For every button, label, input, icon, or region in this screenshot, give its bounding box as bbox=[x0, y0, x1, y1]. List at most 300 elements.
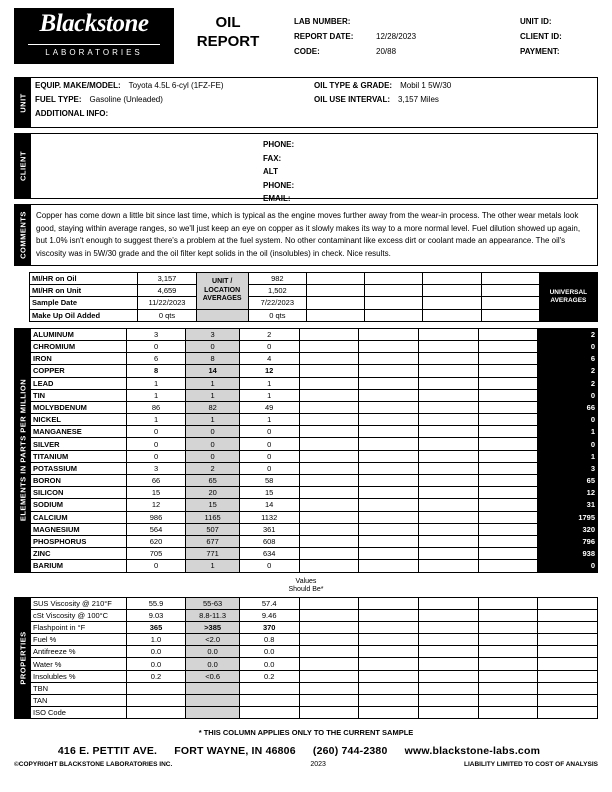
element-unit-avg-17: 677 bbox=[186, 535, 240, 547]
property-name-9: ISO Code bbox=[31, 707, 127, 719]
property-prev4-8 bbox=[418, 695, 478, 707]
element-current-15: 986 bbox=[126, 511, 186, 523]
property-prev1-4: 0.0 bbox=[239, 646, 299, 658]
property-should-be-7 bbox=[186, 682, 240, 694]
sample-row-c2-2: 7/22/2023 bbox=[248, 297, 306, 309]
elements-grid-holder bbox=[30, 328, 598, 573]
property-prev3-2 bbox=[359, 621, 419, 633]
properties-section-label: PROPERTIES bbox=[18, 631, 27, 685]
sample-row-c3-1 bbox=[306, 285, 364, 297]
element-prev5-1 bbox=[478, 340, 538, 352]
element-prev1-4: 1 bbox=[239, 377, 299, 389]
element-prev4-10 bbox=[418, 450, 478, 462]
element-universal-avg-7: 0 bbox=[538, 414, 598, 426]
element-unit-avg-2: 8 bbox=[186, 353, 240, 365]
sample-row-c6-3 bbox=[481, 309, 539, 321]
property-should-be-3: <2.0 bbox=[186, 634, 240, 646]
property-name-6: Insolubles % bbox=[31, 670, 127, 682]
property-blank-1 bbox=[538, 609, 598, 621]
oil-type-row bbox=[314, 81, 593, 95]
client-id-value bbox=[586, 27, 598, 42]
element-prev3-6 bbox=[359, 401, 419, 413]
element-prev4-17 bbox=[418, 535, 478, 547]
element-unit-avg-12: 65 bbox=[186, 475, 240, 487]
sample-row-c4-1 bbox=[365, 285, 423, 297]
property-blank-7 bbox=[538, 682, 598, 694]
table-row bbox=[30, 273, 598, 285]
element-prev4-1 bbox=[418, 340, 478, 352]
property-prev4-9 bbox=[418, 707, 478, 719]
element-prev5-8 bbox=[478, 426, 538, 438]
elements-table bbox=[30, 328, 598, 573]
element-prev3-4 bbox=[359, 377, 419, 389]
sample-row-avg-3 bbox=[196, 309, 248, 321]
table-row bbox=[31, 707, 598, 719]
copyright-year: 2023 bbox=[310, 761, 326, 769]
element-prev4-19 bbox=[418, 560, 478, 572]
element-name-0: ALUMINUM bbox=[31, 328, 127, 340]
sample-row-c1-1: 4,659 bbox=[138, 285, 196, 297]
element-prev4-6 bbox=[418, 401, 478, 413]
sample-row-c6-2 bbox=[481, 297, 539, 309]
element-prev5-11 bbox=[478, 462, 538, 474]
element-name-15: CALCIUM bbox=[31, 511, 127, 523]
elements-section-label: ELEMENTS IN PARTS PER MILLION bbox=[18, 378, 27, 522]
oil-use-row bbox=[314, 95, 593, 109]
brand-name: Blackstone bbox=[39, 10, 149, 37]
comments-section-label-bar bbox=[15, 205, 31, 265]
element-prev2-17 bbox=[299, 535, 359, 547]
table-row bbox=[31, 340, 598, 352]
element-universal-avg-13: 12 bbox=[538, 487, 598, 499]
property-current-6: 0.2 bbox=[126, 670, 186, 682]
table-row bbox=[31, 682, 598, 694]
element-universal-avg-9: 0 bbox=[538, 438, 598, 450]
element-prev5-4 bbox=[478, 377, 538, 389]
element-prev3-18 bbox=[359, 548, 419, 560]
table-row bbox=[31, 462, 598, 474]
unit-section-label: UNIT bbox=[18, 92, 27, 113]
property-prev4-0 bbox=[418, 597, 478, 609]
element-current-11: 3 bbox=[126, 462, 186, 474]
element-prev1-8: 0 bbox=[239, 426, 299, 438]
property-prev2-3 bbox=[299, 634, 359, 646]
property-prev3-4 bbox=[359, 646, 419, 658]
payment-value bbox=[586, 42, 598, 57]
element-prev5-9 bbox=[478, 438, 538, 450]
element-prev2-12 bbox=[299, 475, 359, 487]
element-prev3-5 bbox=[359, 389, 419, 401]
element-universal-avg-8: 1 bbox=[538, 426, 598, 438]
element-name-10: TITANIUM bbox=[31, 450, 127, 462]
element-prev1-1: 0 bbox=[239, 340, 299, 352]
comments-text: Copper has come down a little bit since last time, which is typical as the engine moves further away from the wear-in process. The other wear metals look good, staying within average ranges, so we'll just keep an eye on copper as it slowly makes its way to a more normal level. Fuel dilution showed up again, but 1.0% isn't enough to suggest there's a problem at the fuel system. No other contaminant like excess dirt or coolant made an appearance. The oil's viscosity was in 5W/30 grade and the oil filter kept solids in the oil (insolubles) in check. Nice results. bbox=[36, 211, 581, 258]
table-row bbox=[31, 401, 598, 413]
property-name-5: Water % bbox=[31, 658, 127, 670]
element-unit-avg-10: 0 bbox=[186, 450, 240, 462]
element-prev2-5 bbox=[299, 389, 359, 401]
address-line2: FORT WAYNE, IN 46806 bbox=[174, 745, 296, 758]
element-unit-avg-16: 507 bbox=[186, 523, 240, 535]
sample-row-c2-0: 982 bbox=[248, 273, 306, 285]
property-current-0: 55.9 bbox=[126, 597, 186, 609]
sample-row-c3-3 bbox=[306, 309, 364, 321]
comments-section bbox=[14, 204, 598, 266]
property-should-be-9 bbox=[186, 707, 240, 719]
fuel-type-value: Gasoline (Unleaded) bbox=[89, 95, 163, 104]
logo-divider bbox=[28, 44, 160, 45]
property-should-be-1: 8.8-11.3 bbox=[186, 609, 240, 621]
unit-section-label-bar bbox=[15, 78, 31, 127]
element-prev5-16 bbox=[478, 523, 538, 535]
property-blank-9 bbox=[538, 707, 598, 719]
property-current-1: 9.03 bbox=[126, 609, 186, 621]
report-header bbox=[14, 8, 598, 72]
element-current-2: 6 bbox=[126, 353, 186, 365]
property-prev2-8 bbox=[299, 695, 359, 707]
element-prev1-7: 1 bbox=[239, 414, 299, 426]
element-universal-avg-18: 938 bbox=[538, 548, 598, 560]
table-row bbox=[31, 389, 598, 401]
element-prev3-19 bbox=[359, 560, 419, 572]
property-blank-6 bbox=[538, 670, 598, 682]
property-prev5-2 bbox=[478, 621, 538, 633]
element-prev1-9: 0 bbox=[239, 438, 299, 450]
property-prev4-7 bbox=[418, 682, 478, 694]
legal-line bbox=[14, 761, 598, 768]
property-prev1-3: 0.8 bbox=[239, 634, 299, 646]
property-prev1-2: 370 bbox=[239, 621, 299, 633]
element-unit-avg-3: 14 bbox=[186, 365, 240, 377]
property-prev3-6 bbox=[359, 670, 419, 682]
lab-number-label: LAB NUMBER: bbox=[294, 17, 351, 26]
property-prev2-0 bbox=[299, 597, 359, 609]
element-prev4-16 bbox=[418, 523, 478, 535]
property-prev5-4 bbox=[478, 646, 538, 658]
element-name-17: PHOSPHORUS bbox=[31, 535, 127, 547]
element-unit-avg-11: 2 bbox=[186, 462, 240, 474]
sample-row-c6-0 bbox=[481, 273, 539, 285]
sample-info-wrap bbox=[14, 272, 598, 322]
table-row bbox=[31, 548, 598, 560]
client-section-label-bar bbox=[15, 134, 31, 198]
universal-averages-header: UNIVERSAL AVERAGES bbox=[539, 273, 597, 322]
element-prev2-16 bbox=[299, 523, 359, 535]
element-unit-avg-8: 0 bbox=[186, 426, 240, 438]
element-prev3-12 bbox=[359, 475, 419, 487]
fuel-type-label: FUEL TYPE: bbox=[35, 95, 82, 104]
table-row bbox=[31, 426, 598, 438]
element-prev5-5 bbox=[478, 389, 538, 401]
property-prev5-7 bbox=[478, 682, 538, 694]
element-prev3-2 bbox=[359, 353, 419, 365]
element-current-14: 12 bbox=[126, 499, 186, 511]
element-prev1-14: 14 bbox=[239, 499, 299, 511]
property-prev3-9 bbox=[359, 707, 419, 719]
element-prev1-19: 0 bbox=[239, 560, 299, 572]
property-name-7: TBN bbox=[31, 682, 127, 694]
element-current-19: 0 bbox=[126, 560, 186, 572]
element-unit-avg-6: 82 bbox=[186, 401, 240, 413]
element-name-4: LEAD bbox=[31, 377, 127, 389]
property-should-be-0: 55-63 bbox=[186, 597, 240, 609]
unit-id-label: UNIT ID: bbox=[520, 17, 552, 26]
property-blank-0 bbox=[538, 597, 598, 609]
element-universal-avg-11: 3 bbox=[538, 462, 598, 474]
element-prev1-11: 0 bbox=[239, 462, 299, 474]
element-prev4-8 bbox=[418, 426, 478, 438]
element-universal-avg-0: 2 bbox=[538, 328, 598, 340]
element-prev3-10 bbox=[359, 450, 419, 462]
element-prev1-16: 361 bbox=[239, 523, 299, 535]
element-prev3-3 bbox=[359, 365, 419, 377]
report-date-label: REPORT DATE: bbox=[294, 32, 354, 41]
table-row bbox=[31, 621, 598, 633]
property-should-be-4: 0.0 bbox=[186, 646, 240, 658]
sample-row-c5-0 bbox=[423, 273, 481, 285]
property-prev1-0: 57.4 bbox=[239, 597, 299, 609]
element-universal-avg-12: 65 bbox=[538, 475, 598, 487]
element-current-7: 1 bbox=[126, 414, 186, 426]
page-title-line2: REPORT bbox=[196, 32, 260, 50]
property-blank-8 bbox=[538, 695, 598, 707]
lab-number-value bbox=[374, 12, 506, 27]
sample-row-c5-2 bbox=[423, 297, 481, 309]
element-prev5-15 bbox=[478, 511, 538, 523]
element-prev2-11 bbox=[299, 462, 359, 474]
property-prev3-7 bbox=[359, 682, 419, 694]
property-should-be-2: >385 bbox=[186, 621, 240, 633]
element-prev2-1 bbox=[299, 340, 359, 352]
element-name-9: SILVER bbox=[31, 438, 127, 450]
element-prev1-6: 49 bbox=[239, 401, 299, 413]
element-unit-avg-7: 1 bbox=[186, 414, 240, 426]
property-current-2: 365 bbox=[126, 621, 186, 633]
table-row bbox=[31, 523, 598, 535]
payment-label: PAYMENT: bbox=[520, 47, 560, 56]
element-prev5-7 bbox=[478, 414, 538, 426]
property-prev5-1 bbox=[478, 609, 538, 621]
table-row bbox=[31, 438, 598, 450]
element-prev2-4 bbox=[299, 377, 359, 389]
table-row bbox=[31, 377, 598, 389]
element-current-12: 66 bbox=[126, 475, 186, 487]
element-universal-avg-17: 796 bbox=[538, 535, 598, 547]
client-contact-fields bbox=[263, 138, 294, 206]
element-prev3-9 bbox=[359, 438, 419, 450]
table-row bbox=[31, 487, 598, 499]
element-prev2-8 bbox=[299, 426, 359, 438]
table-row bbox=[31, 609, 598, 621]
element-current-3: 8 bbox=[126, 365, 186, 377]
element-prev3-17 bbox=[359, 535, 419, 547]
liability-text: LIABILITY LIMITED TO COST OF ANALYSIS bbox=[464, 761, 598, 769]
property-should-be-6: <0.6 bbox=[186, 670, 240, 682]
properties-section-label-bar bbox=[14, 597, 30, 720]
property-prev3-3 bbox=[359, 634, 419, 646]
element-universal-avg-5: 0 bbox=[538, 389, 598, 401]
sample-row-c3-0 bbox=[306, 273, 364, 285]
element-universal-avg-16: 320 bbox=[538, 523, 598, 535]
element-prev2-0 bbox=[299, 328, 359, 340]
oil-type-value: Mobil 1 5W/30 bbox=[400, 81, 452, 90]
additional-info-label: ADDITIONAL INFO: bbox=[35, 109, 109, 118]
client-field-phone: PHONE: bbox=[263, 140, 295, 149]
table-row bbox=[30, 285, 598, 297]
property-blank-4 bbox=[538, 646, 598, 658]
code-label: CODE: bbox=[294, 47, 320, 56]
property-current-7 bbox=[126, 682, 186, 694]
element-prev4-9 bbox=[418, 438, 478, 450]
element-prev3-13 bbox=[359, 487, 419, 499]
client-id-label: CLIENT ID: bbox=[520, 32, 562, 41]
sample-row-c1-2: 11/22/2023 bbox=[138, 297, 196, 309]
report-date-value: 12/28/2023 bbox=[376, 32, 417, 41]
unit-id-value bbox=[586, 12, 598, 27]
element-prev4-15 bbox=[418, 511, 478, 523]
element-prev2-7 bbox=[299, 414, 359, 426]
property-should-be-8 bbox=[186, 695, 240, 707]
code-value: 20/88 bbox=[376, 47, 397, 56]
property-name-2: Flashpoint in °F bbox=[31, 621, 127, 633]
property-prev5-0 bbox=[478, 597, 538, 609]
element-prev5-0 bbox=[478, 328, 538, 340]
property-prev1-1: 9.46 bbox=[239, 609, 299, 621]
client-section bbox=[14, 133, 598, 203]
element-name-19: BARIUM bbox=[31, 560, 127, 572]
properties-table bbox=[30, 597, 598, 720]
element-unit-avg-1: 0 bbox=[186, 340, 240, 352]
property-prev4-5 bbox=[418, 658, 478, 670]
element-unit-avg-14: 15 bbox=[186, 499, 240, 511]
property-prev4-2 bbox=[418, 621, 478, 633]
element-prev5-10 bbox=[478, 450, 538, 462]
column-footnote: * THIS COLUMN APPLIES ONLY TO THE CURRENT SAMPLE bbox=[198, 728, 414, 738]
element-prev1-2: 4 bbox=[239, 353, 299, 365]
property-prev5-9 bbox=[478, 707, 538, 719]
property-prev1-7 bbox=[239, 682, 299, 694]
element-name-2: IRON bbox=[31, 353, 127, 365]
element-unit-avg-15: 1165 bbox=[186, 511, 240, 523]
element-prev1-0: 2 bbox=[239, 328, 299, 340]
element-name-16: MAGNESIUM bbox=[31, 523, 127, 535]
element-prev4-3 bbox=[418, 365, 478, 377]
equip-row bbox=[35, 81, 314, 95]
property-name-8: TAN bbox=[31, 695, 127, 707]
element-prev4-12 bbox=[418, 475, 478, 487]
values-note-line2: Should Be* bbox=[288, 586, 324, 593]
property-current-3: 1.0 bbox=[126, 634, 186, 646]
element-universal-avg-15: 1795 bbox=[538, 511, 598, 523]
element-prev1-18: 634 bbox=[239, 548, 299, 560]
table-row bbox=[31, 414, 598, 426]
property-prev2-1 bbox=[299, 609, 359, 621]
element-prev1-17: 608 bbox=[239, 535, 299, 547]
element-prev2-3 bbox=[299, 365, 359, 377]
element-prev2-9 bbox=[299, 438, 359, 450]
equip-label: EQUIP. MAKE/MODEL: bbox=[35, 81, 121, 90]
property-prev2-5 bbox=[299, 658, 359, 670]
element-prev4-7 bbox=[418, 414, 478, 426]
element-unit-avg-0: 3 bbox=[186, 328, 240, 340]
table-row bbox=[31, 499, 598, 511]
element-universal-avg-19: 0 bbox=[538, 560, 598, 572]
sample-row-label-3: Make Up Oil Added bbox=[30, 309, 138, 321]
element-current-16: 564 bbox=[126, 523, 186, 535]
element-name-1: CHROMIUM bbox=[31, 340, 127, 352]
property-name-4: Antifreeze % bbox=[31, 646, 127, 658]
element-prev1-3: 12 bbox=[239, 365, 299, 377]
sample-row-label-1: MI/HR on Unit bbox=[30, 285, 138, 297]
element-name-12: BORON bbox=[31, 475, 127, 487]
property-current-8 bbox=[126, 695, 186, 707]
element-prev4-13 bbox=[418, 487, 478, 499]
element-prev1-5: 1 bbox=[239, 389, 299, 401]
sample-info-grid-holder bbox=[29, 272, 598, 322]
element-name-18: ZINC bbox=[31, 548, 127, 560]
table-row bbox=[31, 560, 598, 572]
equip-value: Toyota 4.5L 6-cyl (1FZ-FE) bbox=[128, 81, 224, 90]
property-prev4-1 bbox=[418, 609, 478, 621]
property-prev2-9 bbox=[299, 707, 359, 719]
oil-use-value: 3,157 Miles bbox=[398, 95, 439, 104]
address-line1: 416 E. PETTIT AVE. bbox=[57, 745, 158, 758]
element-name-14: SODIUM bbox=[31, 499, 127, 511]
element-prev1-15: 1132 bbox=[239, 511, 299, 523]
element-prev1-12: 58 bbox=[239, 475, 299, 487]
element-name-13: SILICON bbox=[31, 487, 127, 499]
report-meta bbox=[282, 8, 598, 57]
element-universal-avg-2: 6 bbox=[538, 353, 598, 365]
page-title-line1: OIL bbox=[215, 14, 241, 31]
element-unit-avg-4: 1 bbox=[186, 377, 240, 389]
fuel-type-row bbox=[35, 95, 314, 109]
element-prev5-2 bbox=[478, 353, 538, 365]
element-prev3-8 bbox=[359, 426, 419, 438]
element-prev3-16 bbox=[359, 523, 419, 535]
properties-grid-holder bbox=[30, 597, 598, 720]
blackstone-logo bbox=[14, 8, 174, 64]
property-prev2-4 bbox=[299, 646, 359, 658]
element-prev3-0 bbox=[359, 328, 419, 340]
element-current-8: 0 bbox=[126, 426, 186, 438]
element-name-7: NICKEL bbox=[31, 414, 127, 426]
element-prev5-12 bbox=[478, 475, 538, 487]
property-prev4-6 bbox=[418, 670, 478, 682]
copyright-text: ©COPYRIGHT BLACKSTONE LABORATORIES INC. bbox=[14, 761, 173, 769]
element-current-0: 3 bbox=[126, 328, 186, 340]
property-prev2-6 bbox=[299, 670, 359, 682]
property-prev2-7 bbox=[299, 682, 359, 694]
element-universal-avg-14: 31 bbox=[538, 499, 598, 511]
table-row bbox=[31, 695, 598, 707]
element-prev3-1 bbox=[359, 340, 419, 352]
element-name-8: MANGANESE bbox=[31, 426, 127, 438]
table-row bbox=[31, 353, 598, 365]
lab-website[interactable]: www.blackstone-labs.com bbox=[404, 745, 541, 758]
element-name-11: POTASSIUM bbox=[31, 462, 127, 474]
property-current-9 bbox=[126, 707, 186, 719]
unit-spacer-row bbox=[314, 109, 593, 123]
unit-section bbox=[14, 77, 598, 128]
element-prev2-10 bbox=[299, 450, 359, 462]
oil-type-label: OIL TYPE & GRADE: bbox=[314, 81, 393, 90]
element-prev5-3 bbox=[478, 365, 538, 377]
property-prev1-8 bbox=[239, 695, 299, 707]
page-title bbox=[174, 8, 282, 52]
element-prev4-14 bbox=[418, 499, 478, 511]
element-prev5-17 bbox=[478, 535, 538, 547]
